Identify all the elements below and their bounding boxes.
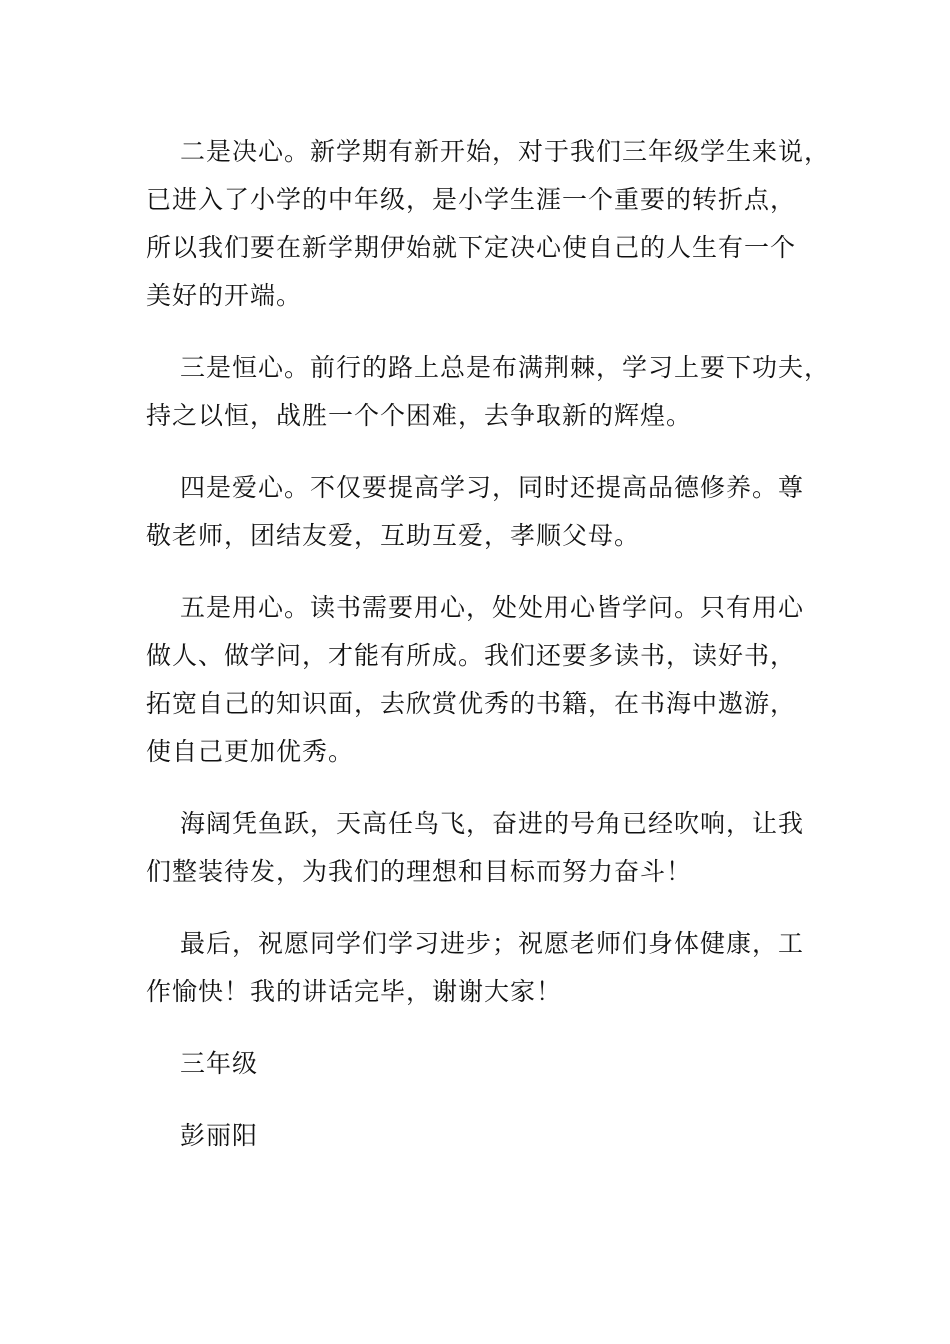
- signature-name: 彭丽阳: [180, 1121, 259, 1150]
- paragraph-line: 持之以恒，战胜一个个困难，去争取新的辉煌。: [146, 401, 693, 430]
- paragraph-perseverance: [146, 344, 831, 440]
- paragraph-spacer: [146, 1016, 816, 1040]
- paragraph-line: 四是爱心。不仅要提高学习，同时还提高品德修养。尊: [180, 473, 805, 502]
- paragraph-spacer: [146, 560, 816, 584]
- paragraph-spacer: [146, 440, 816, 464]
- paragraph-line: 作愉快！我的讲话完毕，谢谢大家！: [146, 977, 563, 1006]
- paragraph-line: 美好的开端。: [146, 281, 303, 310]
- document-body: [146, 128, 831, 1160]
- paragraph-diligence: [146, 584, 816, 776]
- paragraph-line: 们整装待发，为我们的理想和目标而努力奋斗！: [146, 857, 693, 886]
- paragraph-line: 已进入了小学的中年级，是小学生涯一个重要的转折点，: [146, 185, 797, 214]
- paragraph-love: [146, 464, 816, 560]
- paragraph-spacer: [146, 1088, 816, 1112]
- signature-grade: 三年级: [180, 1049, 259, 1078]
- paragraph-line: 拓宽自己的知识面，去欣赏优秀的书籍，在书海中遨游，: [146, 689, 797, 718]
- paragraph-line: 所以我们要在新学期伊始就下定决心使自己的人生有一个: [146, 233, 797, 262]
- paragraph-resolve: [146, 128, 831, 320]
- paragraph-line: 使自己更加优秀。: [146, 737, 355, 766]
- paragraph-line: 二是决心。新学期有新开始，对于我们三年级学生来说，: [180, 137, 831, 166]
- paragraph-line: 海阔凭鱼跃，天高任鸟飞，奋进的号角已经吹响，让我: [180, 809, 805, 838]
- paragraph-spacer: [146, 320, 816, 344]
- paragraph-spacer: [146, 776, 816, 800]
- paragraph-line: 敬老师，团结友爱，互助互爱，孝顺父母。: [146, 521, 641, 550]
- paragraph-closing: [146, 920, 816, 1016]
- paragraph-line: 五是用心。读书需要用心，处处用心皆学问。只有用心: [180, 593, 805, 622]
- paragraph-call-to-action: [146, 800, 816, 896]
- paragraph-spacer: [146, 896, 816, 920]
- paragraph-line: 三是恒心。前行的路上总是布满荆棘，学习上要下功夫，: [180, 353, 831, 382]
- paragraph-line: 最后，祝愿同学们学习进步；祝愿老师们身体健康，工: [180, 929, 805, 958]
- paragraph-line: 做人、做学问，才能有所成。我们还要多读书，读好书，: [146, 641, 797, 670]
